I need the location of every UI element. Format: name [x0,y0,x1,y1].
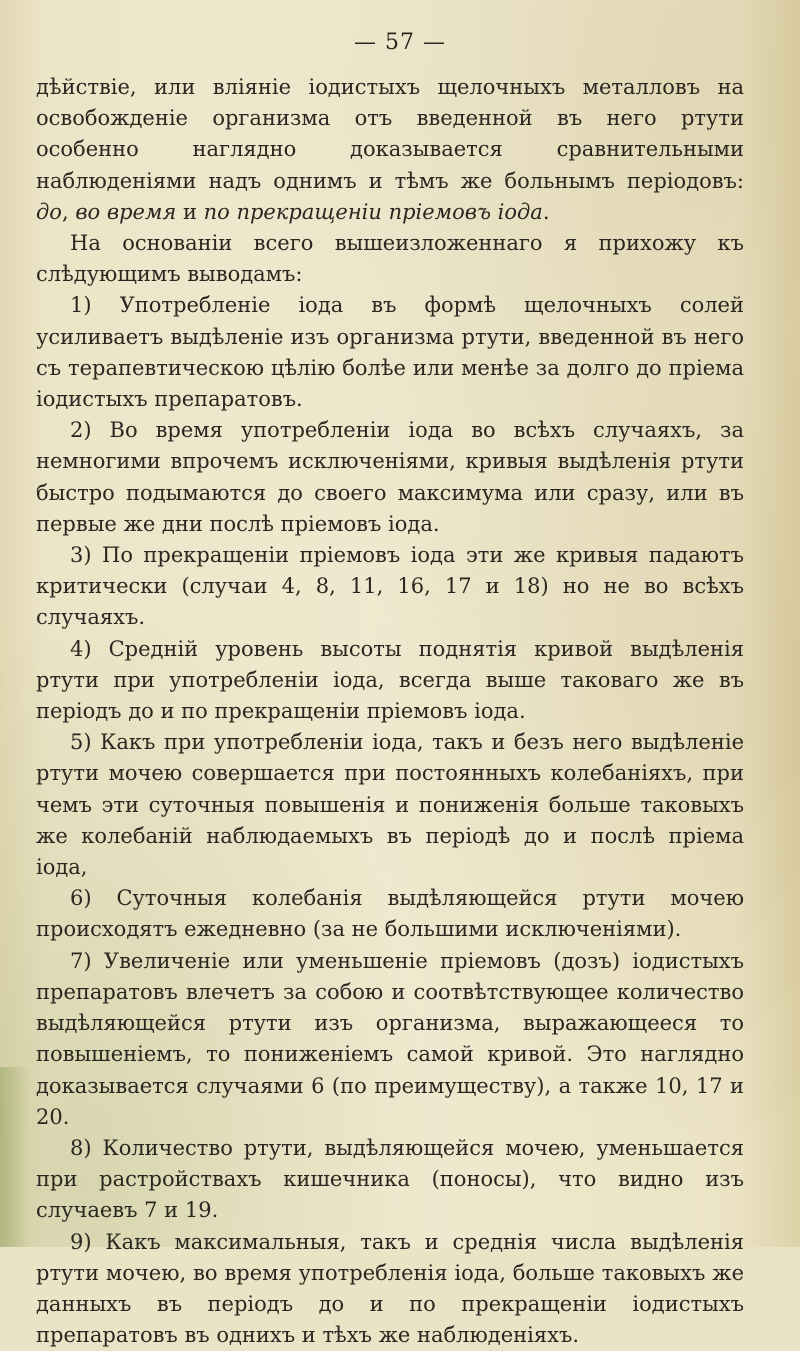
conclusion-9: 9) Какъ максимальныя, такъ и среднія числа выдѣленія ртути мочею, во время употребленія іода, больше таковыхъ же данныхъ въ періодъ до и по прекращеніи іодистыхъ препаратовъ въ однихъ и тѣхъ же наблюденіяхъ. [36,1229,744,1348]
italic-term-after: по прекращеніи пріемовъ іода [203,199,543,224]
opening-paragraph [36,72,744,228]
separator: , [61,199,76,224]
opening-end: . [542,199,550,224]
intro-conclusions-paragraph: На основаніи всего вышеизложеннаго я прихожу къ слѣдующимъ выводамъ: [36,231,744,287]
paper-stain [0,1067,30,1247]
separator: и [176,199,204,224]
conclusion-1: 1) Употребленіе іода въ формѣ щелочныхъ солей усиливаетъ выдѣленіе изъ организма ртути, введенной въ него съ терапевтическою цѣлію болѣе или менѣе за долго до пріема іодистыхъ препаратовъ. [36,293,744,412]
conclusion-8: 8) Количество ртути, выдѣляющейся мочею, уменьшается при растройствахъ кишечника (поносы), что видно изъ случаевъ 7 и 19. [36,1135,744,1223]
italic-term-before: до [36,199,62,224]
conclusion-4: 4) Средній уровень высоты поднятія кривой выдѣленія ртути при употребленіи іода, всегда выше таковаго же въ періодъ до и по прекращеніи пріемовъ іода. [36,636,744,724]
conclusion-6: 6) Суточныя колебанія выдѣляющейся ртути мочею происходятъ ежедневно (за не большими исключеніями). [36,886,744,942]
italic-term-during: во время [75,199,177,224]
conclusion-3: 3) По прекращеніи пріемовъ іода эти же кривыя падаютъ критически (случаи 4, 8, 11, 16, 17 и 18) но не во всѣхъ случаяхъ. [36,543,744,630]
conclusion-5: 5) Какъ при употребленіи іода, такъ и безъ него выдѣленіе ртути мочею совершается при постоянныхъ колебаніяхъ, при чемъ эти суточныя повышенія и пониженія больше таковыхъ же колебаній наблюдаемыхъ въ періодѣ до и послѣ пріема іода, [36,730,744,880]
conclusion-7: 7) Увеличеніе или уменьшеніе пріемовъ (дозъ) іодистыхъ препаратовъ влечетъ за собою и соотвѣтствующее количество выдѣляющейся ртути изъ организма, выражающееся то повышеніемъ, то пониженіемъ самой кривой. Это наглядно доказывается случаями 6 (по преимуществу), а также 10, 17 и 20. [36,948,744,1129]
opening-text: дѣйствіе, или вліяніе іодистыхъ щелочныхъ металловъ на освобожденіе организма отъ введенной въ него ртути особенно наглядно доказывается сравнительными наблюденіями надъ однимъ и тѣмъ же больнымъ періодовъ: [36,75,744,193]
conclusion-2: 2) Во время употребленіи іода во всѣхъ случаяхъ, за немногими впрочемъ исключеніями, кривыя выдѣленія ртути быстро подымаются до своего максимума или сразу, или въ первые же дни послѣ пріемовъ іода. [36,418,744,536]
body-text [36,72,744,1351]
page-number: — 57 — [354,30,446,55]
